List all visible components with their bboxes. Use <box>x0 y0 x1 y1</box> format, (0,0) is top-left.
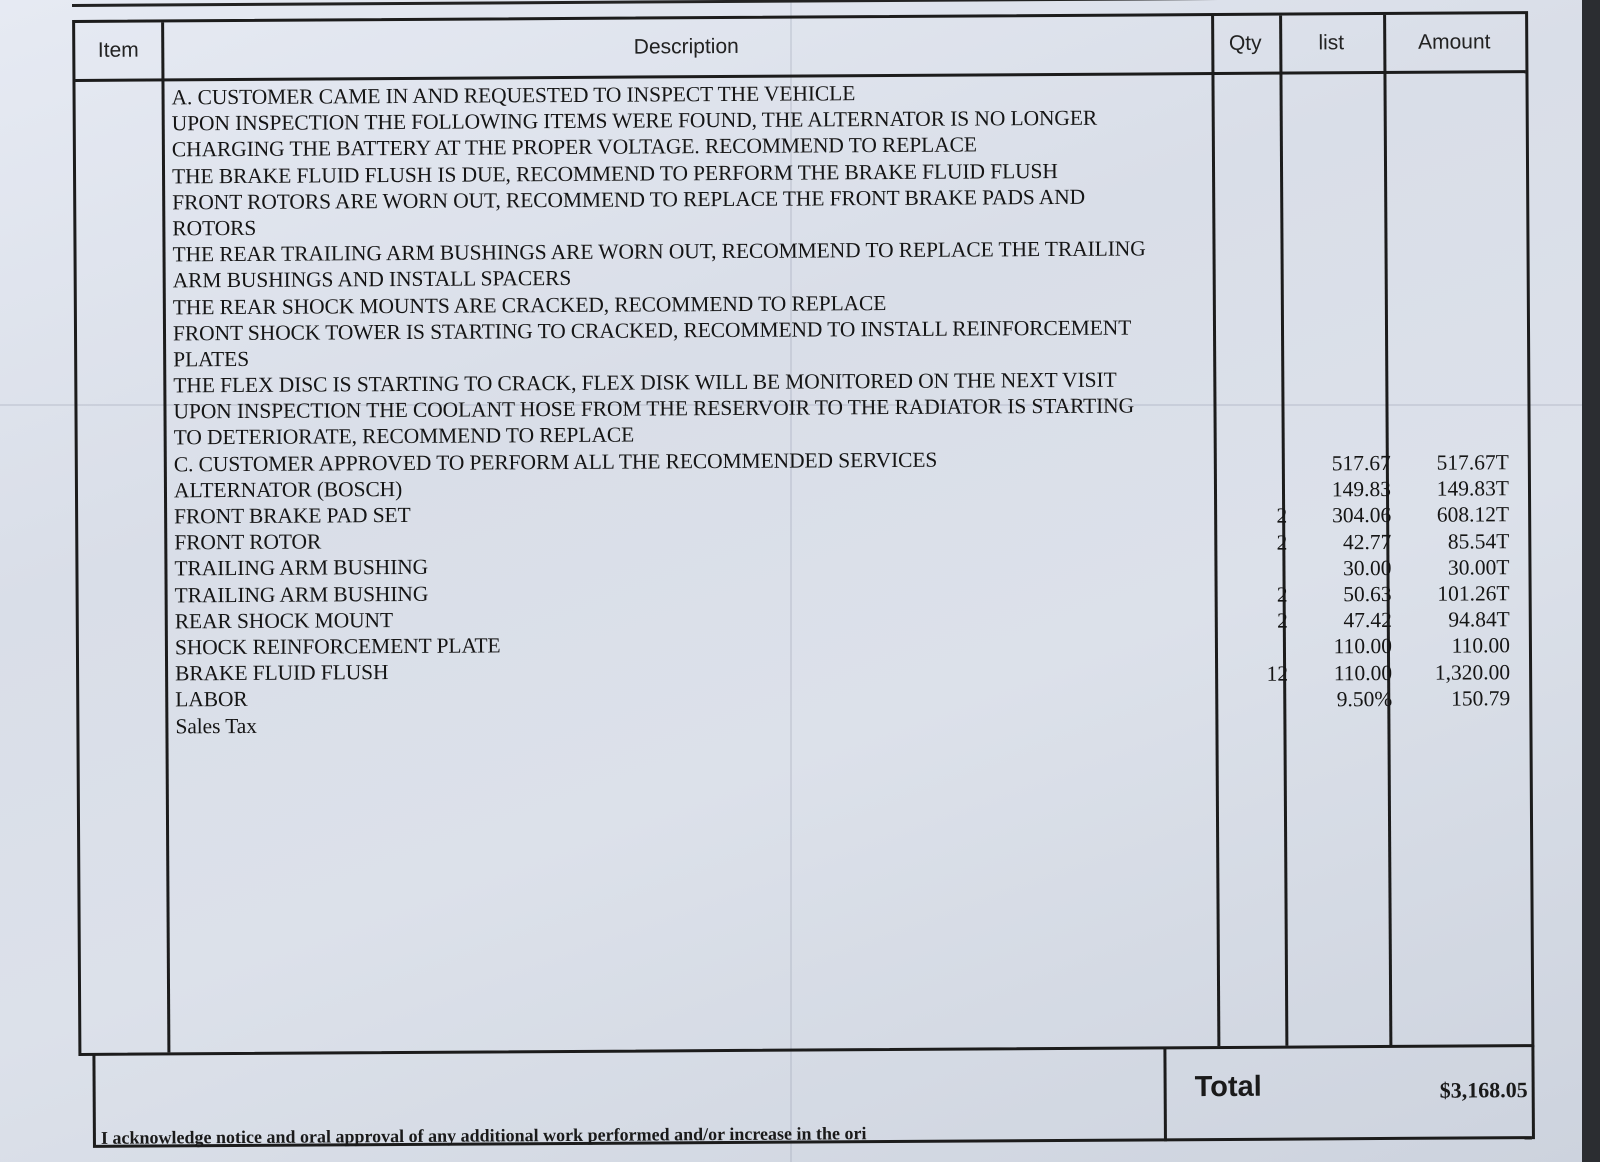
qty-cell: 12 <box>1266 661 1289 686</box>
invoice <box>72 0 1535 1148</box>
description-line: THE REAR SHOCK MOUNTS ARE CRACKED, RECOMMEND TO REPLACE <box>172 290 887 319</box>
list-price-cell: 47.42 <box>1343 608 1392 633</box>
list-price-cell: 517.67 <box>1331 450 1391 476</box>
description-line: LABOR <box>175 687 248 712</box>
amount-cell: 149.83T <box>1436 476 1510 501</box>
description-line: PLATES <box>173 346 250 372</box>
qty-cell <box>1215 477 1287 504</box>
description-line: FRONT ROTORS ARE WORN OUT, RECOMMEND TO REPLACE THE FRONT BRAKE PADS AND <box>172 184 1086 215</box>
qty-cell <box>1215 451 1287 478</box>
description-line: ALTERNATOR (BOSCH) <box>173 476 403 503</box>
qty-cell: 2 <box>1276 503 1288 529</box>
description-line: FRONT SHOCK TOWER IS STARTING TO CRACKED, RECOMMEND TO INSTALL REINFORCEMENT <box>172 315 1132 346</box>
description-line: CHARGING THE BATTERY AT THE PROPER VOLTAGE. RECOMMEND TO REPLACE <box>171 132 977 162</box>
description-line: ARM BUSHINGS AND INSTALL SPACERS <box>172 266 572 293</box>
description-line: THE BRAKE FLUID FLUSH IS DUE, RECOMMEND TO PERFORM THE BRAKE FLUID FLUSH <box>171 158 1058 188</box>
amount-cell: 110.00 <box>1451 633 1511 658</box>
list-price-cell: 110.00 <box>1333 660 1393 685</box>
header-amount: Amount <box>1418 30 1491 54</box>
list-price-cell: 304.06 <box>1331 503 1392 528</box>
description-line: TO DETERIORATE, RECOMMEND TO REPLACE <box>173 423 635 450</box>
description-line: THE FLEX DISC IS STARTING TO CRACK, FLEX DISK WILL BE MONITORED ON THE NEXT VISIT <box>173 367 1117 398</box>
description-line: UPON INSPECTION THE FOLLOWING ITEMS WERE FOUND, THE ALTERNATOR IS NO LONGER <box>171 105 1098 136</box>
description-line: C. CUSTOMER APPROVED TO PERFORM ALL THE RECOMMENDED SERVICES <box>173 447 938 477</box>
description-line: FRONT BRAKE PAD SET <box>174 502 411 529</box>
column-divider <box>161 22 170 1052</box>
list-price-cell: 30.00 <box>1343 555 1392 580</box>
description-line: ROTORS <box>172 215 257 241</box>
header-item: Item <box>97 38 139 62</box>
description-line: TRAILING ARM BUSHING <box>174 581 429 607</box>
amount-cell: 608.12T <box>1436 502 1510 528</box>
amount-cell: 150.79 <box>1451 685 1511 711</box>
acknowledgement-text: I acknowledge notice and oral approval of any additional work performed and/or increase in the ori <box>100 1123 867 1148</box>
header-qty: Qty <box>1228 31 1262 55</box>
list-column <box>1287 450 1393 713</box>
header-description: Description <box>633 34 739 59</box>
list-price-cell: 50.63 <box>1343 581 1392 607</box>
top-rule <box>72 0 1532 7</box>
description-line: A. CUSTOMER CAME IN AND REQUESTED TO INSPECT THE VEHICLE <box>171 81 856 110</box>
amount-cell: 94.84T <box>1448 607 1510 632</box>
description-line: SHOCK REINFORCEMENT PLATE <box>174 633 501 660</box>
description-line: REAR SHOCK MOUNT <box>174 607 394 634</box>
amount-column <box>1391 449 1511 712</box>
list-price-cell: 149.83 <box>1331 477 1392 502</box>
qty-cell <box>1215 555 1287 582</box>
list-price-cell: 110.00 <box>1333 634 1393 659</box>
total-value: $3,168.05 <box>1439 1077 1528 1103</box>
description-line: TRAILING ARM BUSHING <box>174 555 429 581</box>
amount-cell: 517.67T <box>1436 450 1509 475</box>
qty-column <box>1215 451 1289 713</box>
description-line: UPON INSPECTION THE COOLANT HOSE FROM THE RESERVOIR TO THE RADIATOR IS STARTING <box>173 393 1135 424</box>
list-price-cell: 42.77 <box>1342 529 1392 554</box>
qty-cell: 2 <box>1276 582 1288 607</box>
amount-cell: 30.00T <box>1447 554 1510 580</box>
qty-cell: 2 <box>1276 530 1288 555</box>
amount-cell: 101.26T <box>1437 581 1510 606</box>
qty-cell <box>1216 634 1288 661</box>
qty-cell <box>1216 686 1288 713</box>
description-column <box>171 78 1215 739</box>
header-list: list <box>1318 31 1345 55</box>
description-line: Sales Tax <box>175 713 257 738</box>
description-line: THE REAR TRAILING ARM BUSHINGS ARE WORN OUT, RECOMMEND TO REPLACE THE TRAILING <box>172 236 1146 267</box>
amount-cell: 85.54T <box>1447 528 1510 554</box>
description-line: FRONT ROTOR <box>174 529 322 555</box>
qty-cell: 2 <box>1276 608 1288 633</box>
list-price-cell: 9.50% <box>1336 686 1393 711</box>
description-line: BRAKE FLUID FLUSH <box>175 660 389 686</box>
total-label: Total <box>1194 1070 1262 1104</box>
amount-cell: 1,320.00 <box>1434 659 1511 685</box>
